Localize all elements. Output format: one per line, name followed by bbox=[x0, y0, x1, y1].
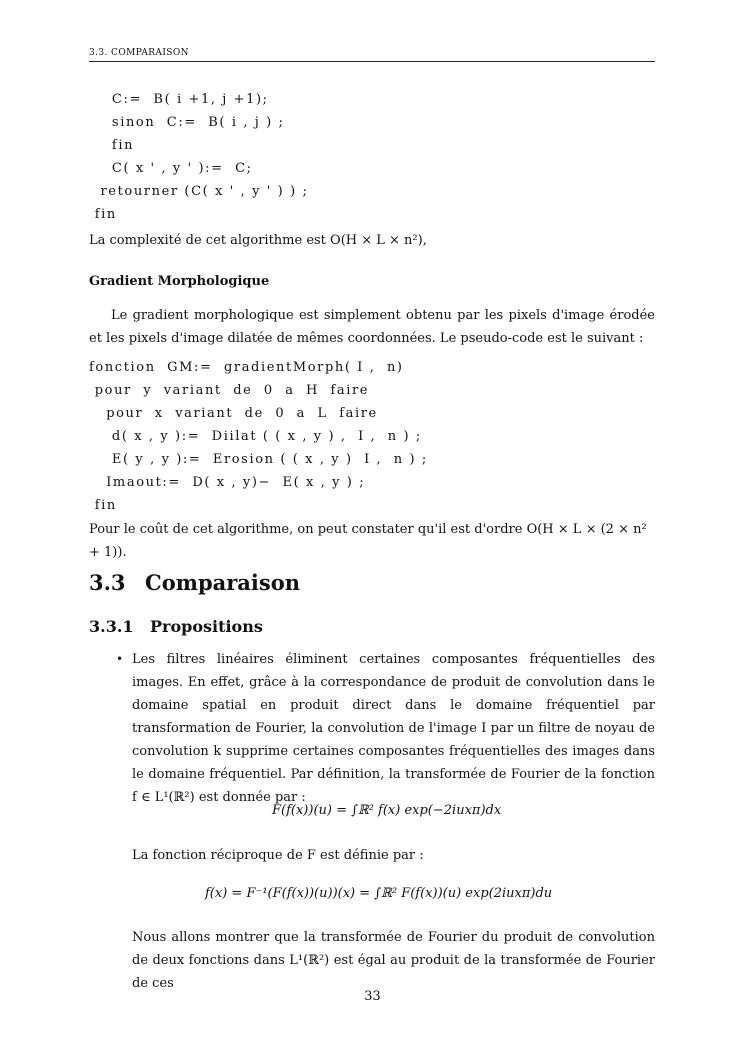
code-line: E( y , y ):= Erosion ( ( x , y ) I , n ) ; bbox=[89, 452, 428, 467]
running-title: 3.3. COMPARAISON bbox=[89, 48, 189, 58]
code-line: d( x , y ):= Diilat ( ( x , y ) , I , n ) ; bbox=[89, 429, 422, 444]
fourier-transform-equation: F(f(x))(u) = ∫ℝ² f(x) exp(−2iuxπ)dx bbox=[272, 803, 502, 818]
complexity-sentence-2: Pour le coût de cet algorithme, on peut constater qu'il est d'ordre O(H × L × (2 × n² + 1)). bbox=[89, 522, 647, 560]
code-line: pour x variant de 0 a L faire bbox=[89, 406, 378, 421]
section-title: Comparaison bbox=[145, 570, 300, 595]
running-header bbox=[89, 48, 655, 62]
complexity-sentence-1: La complexité de cet algorithme est O(H × L × n²), bbox=[89, 233, 427, 248]
code-line: Imaout:= D( x , y)− E( x , y ) ; bbox=[89, 475, 366, 490]
code-line: fin bbox=[89, 498, 117, 513]
code-line: sinon C:= B( i , j ) ; bbox=[89, 115, 285, 130]
code-line: pour y variant de 0 a H faire bbox=[89, 383, 370, 398]
gradient-intro: Le gradient morphologique est simplement obtenu par les pixels d'image érodée et les pixels d'image dilatée de mêmes coordonnées. Le pseudo-code est le suivant : bbox=[89, 308, 655, 346]
code-line: fin bbox=[89, 207, 117, 222]
gradient-heading: Gradient Morphologique bbox=[89, 274, 270, 289]
code-line: C:= B( i +1, j +1); bbox=[89, 92, 269, 107]
subsection-heading bbox=[89, 617, 263, 636]
continuation-paragraph: Nous allons montrer que la transformée de Fourier du produit de convolution de deux fonctions dans L¹(ℝ²) est égal au produit de la transformée de Fourier de ces bbox=[132, 930, 655, 991]
section-number: 3.3 bbox=[89, 570, 126, 595]
subsection-title: Propositions bbox=[150, 617, 263, 636]
code-line: fonction GM:= gradientMorph( I , n) bbox=[89, 360, 404, 375]
subsection-number: 3.3.1 bbox=[89, 617, 134, 636]
code-line: C( x ' , y ' ):= C; bbox=[89, 161, 253, 176]
bullet-paragraph: Les filtres linéaires éliminent certaines composantes fréquentielles des images. En effet, grâce à la correspondance de produit de convolution dans le domaine spatial en produit direct dans le domaine fréquentiel par transformation de Fourier, la convolution de l'image I par un filtre de noyau de convolution k supprime certaines composantes fréquentielles des images dans le domaine fréquentiel. Par définition, la transformée de Fourier de la fonction f ∈ L¹(ℝ²) est donnée par : bbox=[132, 652, 655, 805]
page-number: 33 bbox=[364, 989, 381, 1004]
bullet-marker: • bbox=[116, 652, 124, 666]
code-line: fin bbox=[89, 138, 135, 153]
section-heading bbox=[89, 570, 300, 595]
reciprocal-intro: La fonction réciproque de F est définie par : bbox=[132, 848, 424, 863]
code-line: retourner (C( x ' , y ' ) ) ; bbox=[89, 184, 309, 199]
inverse-fourier-equation: f(x) = F⁻¹(F(f(x))(u))(x) = ∫ℝ² F(f(x))(u) exp(2iuxπ)du bbox=[205, 886, 553, 901]
